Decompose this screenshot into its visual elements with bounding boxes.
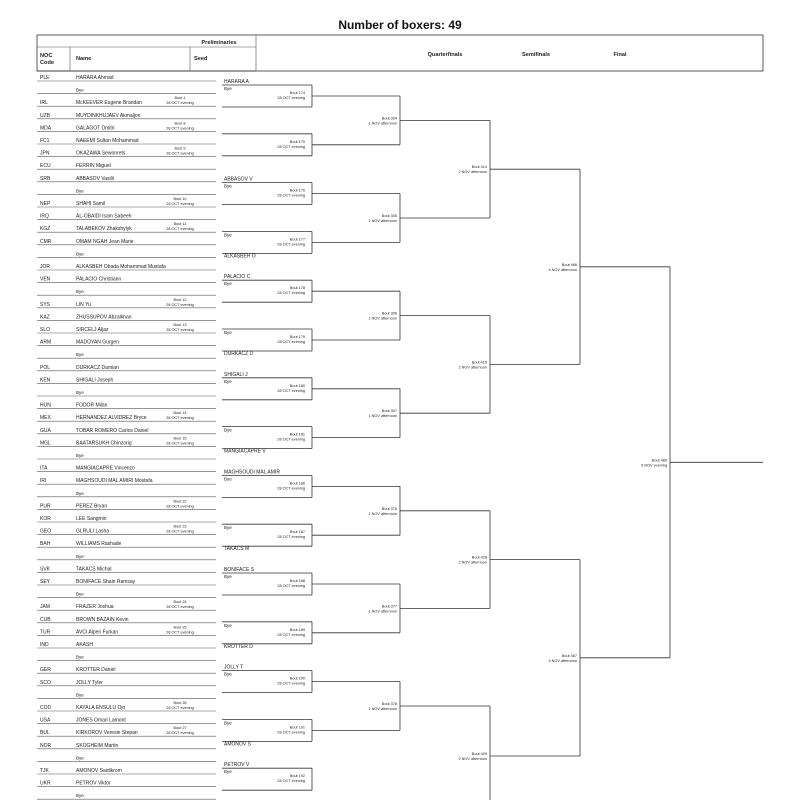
r32-top-name: MAGHSOUDI MAL AMIR bbox=[224, 469, 280, 476]
prelim-bout-session: 28 OCT evening bbox=[166, 126, 194, 131]
qf-bout-session: 2 NOV afternoon bbox=[458, 365, 487, 370]
entrant-noc: UKR bbox=[40, 780, 51, 787]
r32-bout-session: 28 OCT evening bbox=[277, 632, 305, 637]
prelim-bout-number: Bout 27 bbox=[173, 726, 187, 731]
entrant-name: MADOYAN Gurgen bbox=[76, 339, 119, 346]
r32-bout-session: 28 OCT evening bbox=[277, 437, 305, 442]
header-preliminaries: Preliminaries bbox=[201, 40, 237, 46]
entrant-noc: KGZ bbox=[40, 226, 51, 233]
entrant-name: HERNANDEZ ALVIDREZ Bryce bbox=[76, 415, 147, 422]
entrant-noc: GEO bbox=[40, 528, 52, 535]
entrant-name: SIRCELJ Aljaz bbox=[76, 327, 109, 333]
entrant-noc: TJK bbox=[40, 768, 49, 774]
r32-advancer-name: TAKACS M bbox=[224, 546, 250, 553]
r16-bout-session: 1 NOV afternoon bbox=[368, 609, 397, 614]
entrant-noc: SVK bbox=[40, 566, 51, 573]
r32-bout-session: 28 OCT evening bbox=[277, 779, 305, 784]
sf-bout-session: 4 NOV afternoon bbox=[548, 267, 577, 272]
r32-bottom-name: Bye bbox=[224, 378, 232, 384]
entrant-noc: POL bbox=[40, 364, 51, 371]
header-semifinals: Semifinals bbox=[522, 52, 550, 58]
entrant-name: KROTTER Daniel bbox=[76, 667, 116, 674]
r16-bout-session: 1 NOV afternoon bbox=[368, 414, 397, 419]
prelim-bout-session: 28 OCT evening bbox=[166, 302, 194, 307]
entrant-noc: SLO bbox=[40, 327, 51, 333]
entrant-name: FRAZER Joshua bbox=[76, 604, 114, 611]
prelim-bout-session: 28 OCT evening bbox=[166, 630, 194, 635]
r32-bout-number: Bout 191 bbox=[289, 725, 305, 730]
header-quarterfinals: Quarterfinals bbox=[427, 52, 463, 58]
prelim-bout-session: 28 OCT evening bbox=[166, 101, 194, 106]
entrant-noc: PUR bbox=[40, 503, 51, 510]
r32-bout-number: Bout 178 bbox=[289, 286, 305, 291]
r32-bottom-name: Bye bbox=[224, 574, 232, 579]
entrant-noc: TUR bbox=[40, 629, 51, 636]
entrant-name: JONES Omari Lamont bbox=[76, 717, 126, 724]
r32-advancer-name: MANGIACAPRE V bbox=[224, 448, 266, 455]
header-name: Name bbox=[76, 56, 92, 62]
r16-bout-number: Bout 306 bbox=[381, 311, 397, 316]
prelim-bout-number: Bout 24 bbox=[173, 600, 187, 605]
entrant-noc: BUL bbox=[40, 730, 50, 737]
r32-top-name: JOLLY T bbox=[224, 664, 244, 671]
r32-bottom-name: Bye bbox=[224, 720, 232, 726]
r32-bottom-name: Bye bbox=[224, 427, 232, 433]
entrant-noc: KAZ bbox=[40, 314, 50, 321]
prelim-bout-number: Bout 14 bbox=[173, 411, 187, 416]
entrant-bye: Bye bbox=[76, 591, 84, 597]
entrant-bye: Bye bbox=[76, 251, 84, 257]
sf-bout-session: 4 NOV afternoon bbox=[548, 658, 577, 663]
prelim-bout-number: Bout 10 bbox=[173, 197, 187, 201]
entrant-bye: Bye bbox=[76, 289, 84, 295]
prelim-bout-session: 28 OCT evening bbox=[166, 731, 194, 736]
prelim-bout-session: 28 OCT evening bbox=[166, 529, 194, 534]
r32-advancer-name: KROTTER D bbox=[224, 643, 253, 650]
prelim-bout-number: Bout 11 bbox=[173, 222, 187, 227]
entrant-noc: JOR bbox=[40, 264, 50, 270]
prelim-bout-session: 28 OCT evening bbox=[166, 202, 194, 206]
entrant-name: MANGIACAPRE Vincenzo bbox=[76, 465, 135, 472]
entrant-noc: JPN bbox=[40, 150, 50, 157]
entrant-noc: ECU bbox=[40, 163, 51, 170]
r32-bout-session: 28 OCT evening bbox=[277, 388, 305, 393]
r16-bout-session: 1 NOV afternoon bbox=[368, 219, 397, 223]
prelim-bout-number: Bout 13 bbox=[173, 323, 187, 327]
r32-advancer-name: DURKACZ D bbox=[224, 351, 254, 357]
entrant-noc: ARM bbox=[40, 339, 52, 346]
prelim-bout-number: Bout 23 bbox=[173, 524, 187, 529]
entrant-name: FODOR Milan bbox=[76, 402, 108, 409]
header-seed: Seed bbox=[194, 56, 208, 62]
prelim-bout-session: 28 OCT evening bbox=[166, 706, 194, 710]
entrant-bye: Bye bbox=[76, 188, 84, 194]
r16-bout-session: 1 NOV afternoon bbox=[368, 121, 397, 126]
entrant-noc: KEN bbox=[40, 377, 51, 384]
r32-bout-number: Bout 187 bbox=[289, 530, 305, 535]
r32-bout-session: 28 OCT evening bbox=[277, 730, 305, 735]
entrant-noc: NOR bbox=[40, 742, 52, 749]
entrant-name: LEE Sangmin bbox=[76, 516, 107, 522]
prelim-bout-number: Bout 26 bbox=[173, 701, 187, 705]
header-final: Final bbox=[613, 52, 627, 58]
r32-bottom-name: Bye bbox=[224, 86, 232, 91]
r32-bout-number: Bout 180 bbox=[289, 383, 305, 388]
r32-bout-number: Bout 179 bbox=[289, 335, 305, 339]
entrant-name: HARARA Ahmad bbox=[76, 75, 114, 81]
r32-bottom-name: Bye bbox=[224, 769, 232, 775]
entrant-name: AL-OBAIDI Isam Sabeeh bbox=[76, 213, 132, 220]
entrant-noc: MDA bbox=[40, 125, 52, 132]
r16-bout-session: 1 NOV afternoon bbox=[368, 707, 397, 711]
r32-bottom-name: Bye bbox=[224, 525, 232, 531]
r32-bottom-name: Bye bbox=[224, 622, 232, 628]
header-noc: NOC Code bbox=[40, 53, 54, 66]
r32-bout-session: 28 OCT evening bbox=[277, 193, 305, 198]
entrant-name: TALABEKOV Zhakshylyk bbox=[76, 226, 132, 233]
entrant-name: DURKACZ Damian bbox=[76, 364, 119, 371]
entrant-name: AMONOV Saidikrom bbox=[76, 768, 122, 774]
r32-advancer-name: ALKASBEH O bbox=[224, 253, 256, 260]
entrant-noc: CMR bbox=[40, 238, 52, 245]
entrant-name: OMAM NGAH Jean Marie bbox=[76, 238, 134, 245]
prelim-bout-session: 28 OCT evening bbox=[166, 441, 194, 446]
qf-bout-session: 2 NOV afternoon bbox=[458, 757, 487, 761]
r32-bottom-name: Bye bbox=[224, 476, 232, 482]
entrant-noc: SCO bbox=[40, 679, 51, 686]
r32-bout-session: 28 OCT evening bbox=[277, 681, 305, 686]
entrant-name: TOBAR ROMERO Carlos Daniel bbox=[76, 427, 149, 434]
entrant-name: GLRULI Lasha bbox=[76, 528, 110, 535]
entrant-name: PETROV Viktor bbox=[76, 780, 111, 787]
entrant-noc: IND bbox=[40, 642, 49, 648]
entrant-noc: GER bbox=[40, 667, 51, 674]
entrant-name: KIRKOROV Veresin Stepan bbox=[76, 730, 138, 737]
r32-bottom-name: Bye bbox=[224, 232, 232, 238]
r32-advancer-name: AMONOV S bbox=[224, 741, 251, 748]
prelim-bout-number: Bout 1 bbox=[174, 96, 186, 101]
entrant-name: PEREZ Bryan bbox=[76, 503, 108, 510]
r32-top-name: HARARA A bbox=[224, 79, 250, 85]
r32-bout-number: Bout 190 bbox=[289, 676, 305, 681]
sf-bout-number: Bout 466 bbox=[561, 262, 577, 267]
entrant-name: ZHUSSUPOV Abzalkhan bbox=[76, 314, 132, 321]
entrant-noc: GUA bbox=[40, 427, 51, 434]
r16-bout-number: Bout 377 bbox=[381, 604, 397, 609]
entrant-noc: ITA bbox=[40, 465, 48, 472]
entrant-bye: Bye bbox=[76, 390, 84, 395]
r32-bout-number: Bout 177 bbox=[289, 237, 305, 242]
entrant-noc: IRL bbox=[40, 100, 48, 107]
r16-bout-session: 1 NOV afternoon bbox=[368, 316, 397, 321]
entrant-bye: Bye bbox=[76, 692, 84, 698]
entrant-name: SHAHI Samil bbox=[76, 201, 106, 207]
prelim-bout-session: 28 OCT evening bbox=[166, 416, 194, 421]
entrant-name: MUYDINKHUJAEV Akmaljon bbox=[76, 112, 141, 119]
entrant-noc: FC1 bbox=[40, 138, 50, 144]
r32-bout-session: 28 OCT evening bbox=[277, 291, 305, 296]
prelim-bout-session: 28 OCT evening bbox=[166, 605, 194, 610]
qf-bout-session: 2 NOV afternoon bbox=[458, 170, 487, 175]
prelim-bout-session: 28 OCT evening bbox=[166, 227, 194, 232]
r32-top-name: BONIFACE S bbox=[224, 567, 255, 573]
r32-bout-number: Bout 188 bbox=[289, 579, 305, 583]
prelim-bout-number: Bout 8 bbox=[174, 121, 186, 126]
r32-bout-session: 28 OCT evening bbox=[277, 584, 305, 588]
r32-bottom-name: Bye bbox=[224, 330, 232, 335]
r32-bout-number: Bout 186 bbox=[289, 481, 305, 486]
entrant-name: BAATARSUKH Chinzorig bbox=[76, 440, 132, 447]
r32-top-name: SHIGALI J bbox=[224, 371, 248, 378]
entrant-noc: HUN bbox=[40, 402, 51, 409]
prelim-bout-number: Bout 9 bbox=[174, 146, 186, 151]
entrant-noc: USA bbox=[40, 717, 51, 724]
r16-bout-number: Bout 376 bbox=[381, 506, 397, 511]
r32-bottom-name: Bye bbox=[224, 281, 232, 287]
r32-bout-session: 28 OCT evening bbox=[277, 486, 305, 491]
r32-bout-number: Bout 189 bbox=[289, 627, 305, 632]
entrant-noc: SRB bbox=[40, 175, 51, 182]
prelim-bout-session: 28 OCT evening bbox=[166, 328, 194, 332]
prelim-bout-number: Bout 22 bbox=[173, 499, 187, 504]
entrant-noc: VEN bbox=[40, 276, 51, 283]
r16-bout-number: Bout 305 bbox=[381, 214, 397, 218]
sf-bout-number: Bout 467 bbox=[561, 653, 577, 658]
entrant-noc: SEY bbox=[40, 579, 51, 585]
entrant-name: BROWN BAZAIN Kevin bbox=[76, 616, 129, 623]
r32-bout-number: Bout 174 bbox=[289, 91, 305, 95]
entrant-name: OKAZAWA Sewonrets bbox=[76, 150, 126, 157]
entrant-bye: Bye bbox=[76, 755, 84, 761]
entrant-noc: BAH bbox=[40, 541, 51, 548]
header-frame bbox=[37, 35, 763, 71]
entrant-name: WILLIAMS Rashade bbox=[76, 541, 122, 548]
prelim-bout-session: 28 OCT evening bbox=[166, 151, 194, 156]
prelim-bout-number: Bout 25 bbox=[173, 625, 187, 630]
r32-bout-session: 28 OCT evening bbox=[277, 535, 305, 540]
entrant-name: KAYALA ENSULU Ojo bbox=[76, 705, 126, 711]
entrant-noc: SYS bbox=[40, 301, 51, 308]
entrant-bye: Bye bbox=[76, 793, 84, 799]
entrant-name: FERRIN Miguel bbox=[76, 163, 111, 170]
r16-bout-number: Bout 378 bbox=[381, 702, 397, 706]
entrant-name: SKOGHEIM Martin bbox=[76, 742, 119, 749]
entrant-bye: Bye bbox=[76, 553, 84, 559]
entrant-bye: Bye bbox=[76, 453, 84, 458]
entrant-noc: NEP bbox=[40, 201, 51, 207]
entrant-bye: Bye bbox=[76, 352, 84, 358]
r16-bout-number: Bout 304 bbox=[381, 116, 397, 121]
entrant-noc: MGL bbox=[40, 440, 51, 447]
r16-bout-number: Bout 307 bbox=[381, 409, 397, 414]
entrant-name: GALAGOT Dmitri bbox=[76, 125, 115, 132]
entrant-bye: Bye bbox=[76, 490, 84, 496]
r32-bottom-name: Bye bbox=[224, 183, 232, 189]
entrant-noc: COD bbox=[40, 705, 52, 711]
r32-bout-session: 28 OCT evening bbox=[277, 340, 305, 344]
entrant-name: PALACIO Christiann bbox=[76, 276, 122, 283]
entrant-name: MAGHSOUDI MAL AMIRI Mostafa bbox=[76, 478, 153, 485]
entrant-name: JOLLY Tyler bbox=[76, 679, 103, 686]
entrant-noc: MEX bbox=[40, 415, 51, 422]
entrant-name: ALKASBEH Obada Mohammad Mustafa bbox=[76, 264, 166, 270]
entrant-bye: Bye bbox=[76, 654, 84, 660]
r32-bout-session: 28 OCT evening bbox=[277, 242, 305, 247]
r32-bout-number: Bout 192 bbox=[289, 774, 305, 779]
entrant-name: SHIGALI Joseph bbox=[76, 377, 114, 384]
entrant-name: BONIFACE Shain Ramsay bbox=[76, 579, 136, 585]
entrant-name: McKEEVER Eugene Brandan bbox=[76, 100, 142, 107]
r32-top-name: PALACIO C bbox=[224, 274, 251, 281]
qf-bout-number: Bout 415 bbox=[471, 360, 487, 365]
entrant-noc: IRQ bbox=[40, 213, 49, 220]
entrant-name: ABBASOV Vasilii bbox=[76, 175, 114, 182]
qf-bout-number: Bout 429 bbox=[471, 752, 487, 756]
prelim-bout-session: 28 OCT evening bbox=[166, 504, 194, 509]
r32-bout-number: Bout 181 bbox=[289, 432, 305, 437]
prelim-bout-number: Bout 12 bbox=[173, 297, 187, 302]
final-bout-session: 5 NOV evening bbox=[641, 463, 667, 468]
entrant-noc: JAM bbox=[40, 604, 50, 611]
entrant-name: LIN Yu bbox=[76, 301, 91, 308]
r32-top-name: PETROV V bbox=[224, 762, 250, 769]
prelim-bout-number: Bout 15 bbox=[173, 436, 187, 441]
r32-bout-session: 28 OCT evening bbox=[277, 96, 305, 100]
entrant-bye: Bye bbox=[76, 87, 84, 93]
final-bout-number: Bout 489 bbox=[651, 458, 667, 463]
qf-bout-session: 2 NOV afternoon bbox=[458, 560, 487, 565]
qf-bout-number: Bout 428 bbox=[471, 555, 487, 560]
entrant-noc: PLE bbox=[40, 75, 50, 81]
entrant-noc: IRI bbox=[40, 478, 47, 485]
entrant-noc: CUB bbox=[40, 616, 51, 623]
entrant-noc: UZB bbox=[40, 112, 50, 119]
entrant-noc: KOR bbox=[40, 516, 51, 522]
entrant-name: AVCI Alperi Furkan bbox=[76, 629, 119, 636]
r32-top-name: ABBASOV V bbox=[224, 176, 253, 183]
r32-bout-number: Bout 175 bbox=[289, 139, 305, 144]
entrant-name: TAKACS Michal bbox=[76, 566, 112, 573]
r32-bottom-name: Bye bbox=[224, 671, 232, 677]
entrant-name: AKASH bbox=[76, 642, 93, 648]
qf-bout-number: Bout 414 bbox=[471, 165, 487, 170]
r32-bout-number: Bout 176 bbox=[289, 188, 305, 193]
r32-bout-session: 28 OCT evening bbox=[277, 144, 305, 149]
r16-bout-session: 1 NOV afternoon bbox=[368, 511, 397, 516]
entrant-name: NAEEMI Sultan Mohammad bbox=[76, 138, 139, 144]
page-title: Number of boxers: 49 bbox=[338, 18, 462, 32]
